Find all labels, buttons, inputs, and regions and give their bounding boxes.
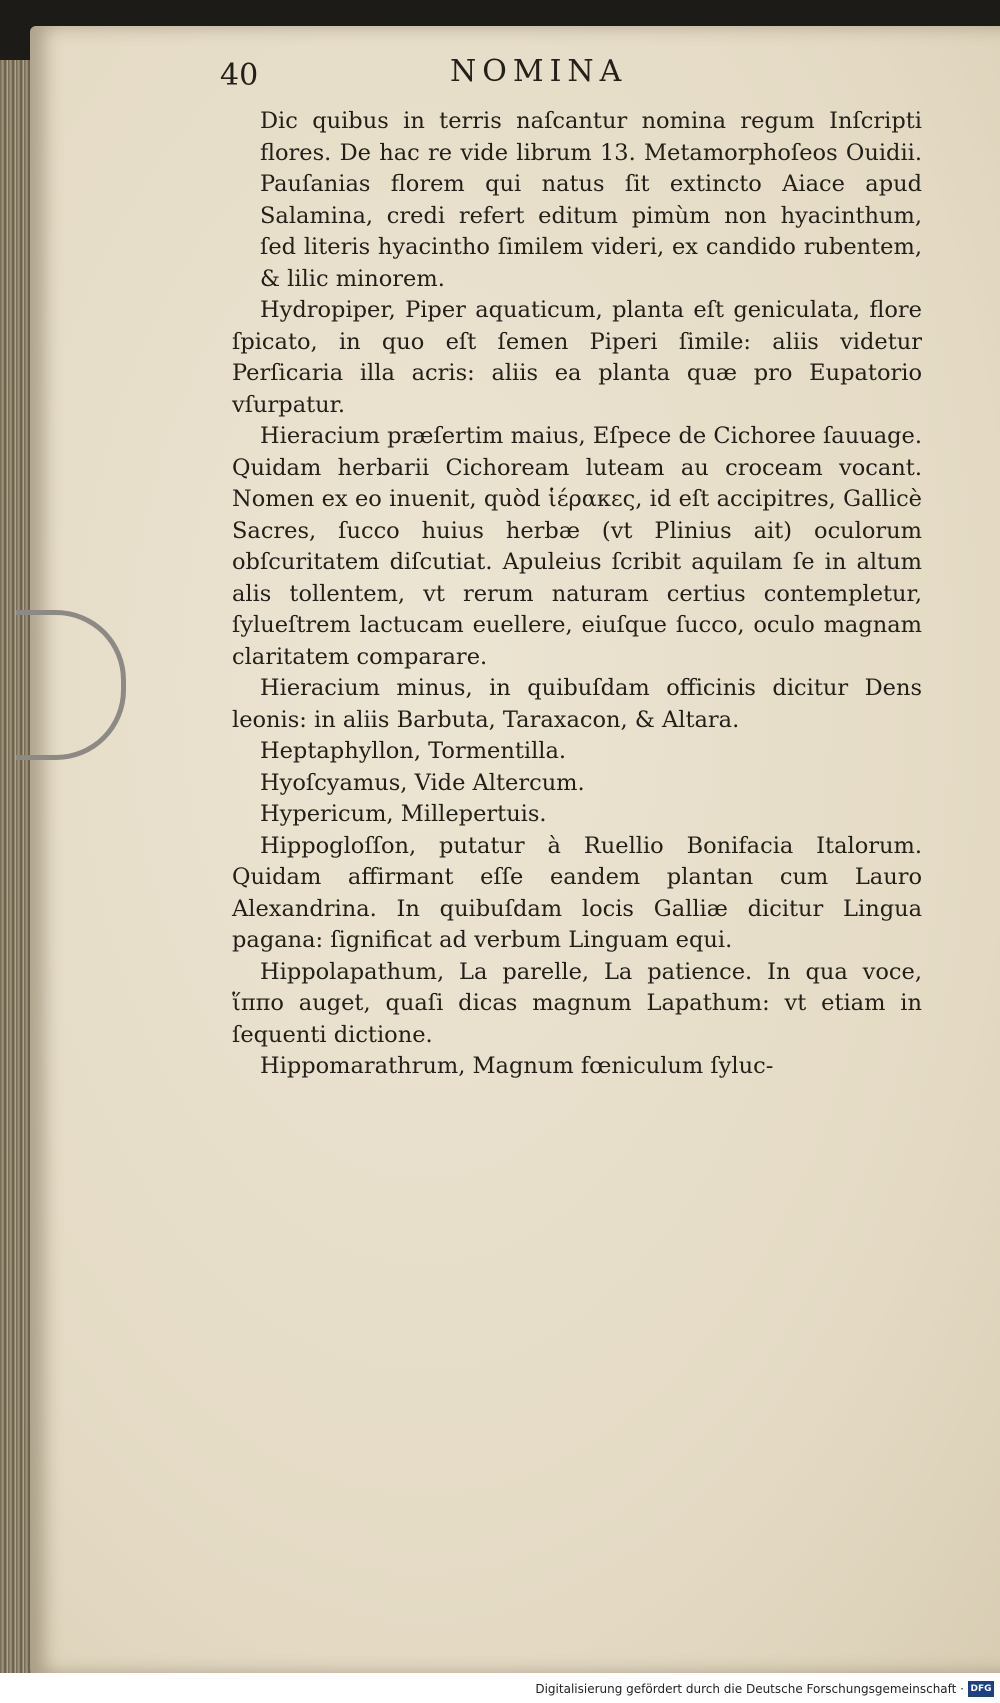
- paragraph-hippoglosson: Hippogloſſon, putatur à Ruellio Bonifacia Italorum. Quidam affirmant eſſe eandem plantan cum Lauro Alexandrina. In quibuſdam locis Galliæ dicitur Lingua pagana: ſignificat ad verbum Linguam equi.: [232, 832, 922, 953]
- page-number: 40: [220, 58, 259, 93]
- paragraph-hyacinth-continued: Dic quibus in terris naſcantur nomina regum Inſcripti flores. De hac re vide librum 13. Metamorphoſeos Ouidii. Pauſanias florem qui natus ſit extincto Aiace apud Salamina, credi refert editum pimùm non hyacinthum, ſed literis hyacintho ſimilem videri, ex candido rubentem, & lilic minorem.: [260, 108, 922, 292]
- paragraph-hyoscyamus: Hyoſcyamus, Vide Altercum.: [260, 769, 585, 796]
- paper-clip-icon: [16, 610, 126, 760]
- paragraph-hydropiper: Hydropiper, Piper aquaticum, planta eſt geniculata, flore ſpicato, in quo eſt ſemen Piperi ſimile: aliis videtur Perſicaria illa acris: aliis ea planta quæ pro Eupatorio vſurpatur.: [232, 297, 922, 418]
- paragraph-hieracium-minus: Hieracium minus, in quibuſdam officinis dicitur Dens leonis: in aliis Barbuta, Taraxacon, & Altara.: [232, 675, 922, 733]
- paragraph-hieracium: Hieracium præſertim maius, Eſpece de Cichoree ſauuage. Quidam herbarii Cichoream luteam au croceam vocant. Nomen ex eo inuenit, quòd ἱέρακες, id eſt accipitres, Gallicè Sacres, ſucco huius herbæ (vt Plinius ait) oculorum obſcuritatem diſcutiat. Apuleius ſcribit aquilam ſe in altum alis tollentem, vt rerum naturam certius contempletur, ſylueſtrem lactucam euellere, eiuſque ſucco, oculo magnam claritatem comparare.: [232, 423, 922, 670]
- paragraph-hippolapathum: Hippolapathum, La parelle, La patience. In qua voce, ἵππο auget, quaſi dicas magnum Lapathum: vt etiam in ſequenti dictione.: [232, 958, 922, 1048]
- paragraph-hypericum: Hypericum, Millepertuis.: [260, 801, 547, 827]
- paragraph-heptaphyllon: Heptaphyllon, Tormentilla.: [260, 738, 567, 764]
- text-block: [232, 106, 922, 1083]
- paragraph-hippomarathrum: Hippomarathrum, Magnum fœniculum ſyluc-: [260, 1053, 774, 1079]
- footer-credit: Digitalisierung gefördert durch die Deutsche Forschungsgemeinschaft ·: [535, 1682, 964, 1696]
- digitization-footer: [0, 1673, 1000, 1703]
- page-header: [220, 52, 940, 112]
- dfg-logo: DFG: [968, 1681, 994, 1697]
- running-head: NOMINA: [450, 54, 628, 89]
